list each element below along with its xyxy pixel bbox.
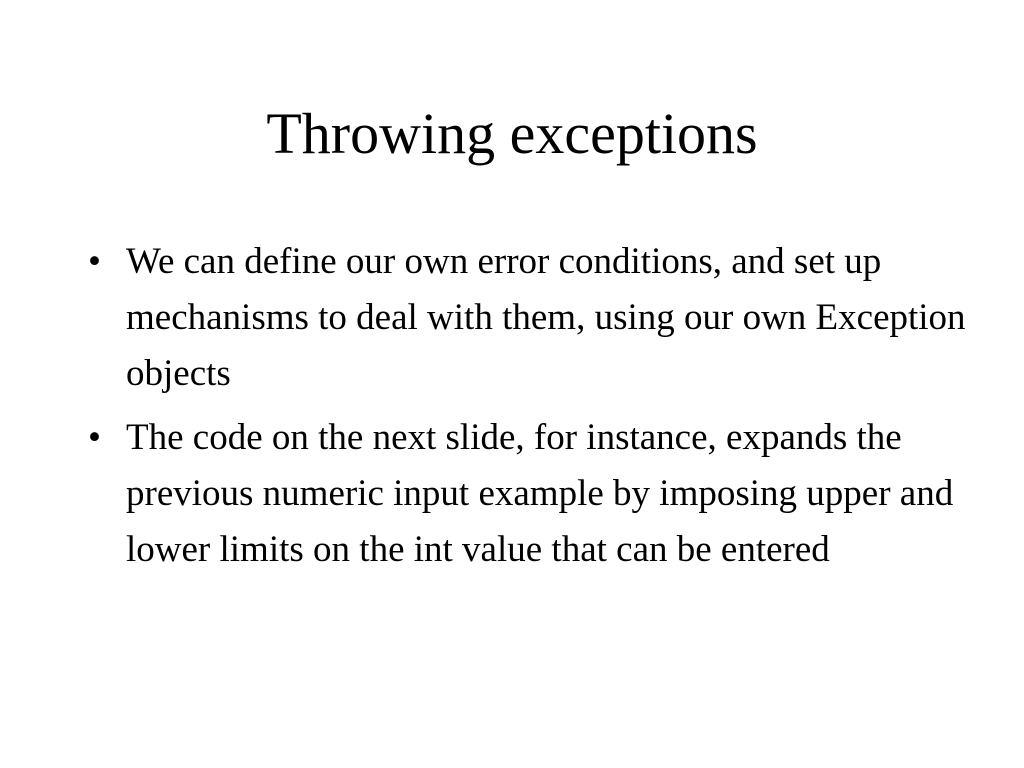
slide-title: Throwing exceptions <box>266 101 758 166</box>
bullet-text: The code on the next slide, for instance, expands the previous numeric input example by imposing upper and lower limits on the int value that can be entered <box>126 417 954 570</box>
bullet-text: We can define our own error conditions, and set up mechanisms to deal with them, using our own Exception objects <box>126 241 966 394</box>
bullet-list <box>88 234 968 586</box>
bullet-dot-icon: • <box>88 417 101 458</box>
bullet-item <box>88 234 968 402</box>
bullet-item <box>88 410 968 578</box>
bullet-dot-icon: • <box>88 241 101 282</box>
